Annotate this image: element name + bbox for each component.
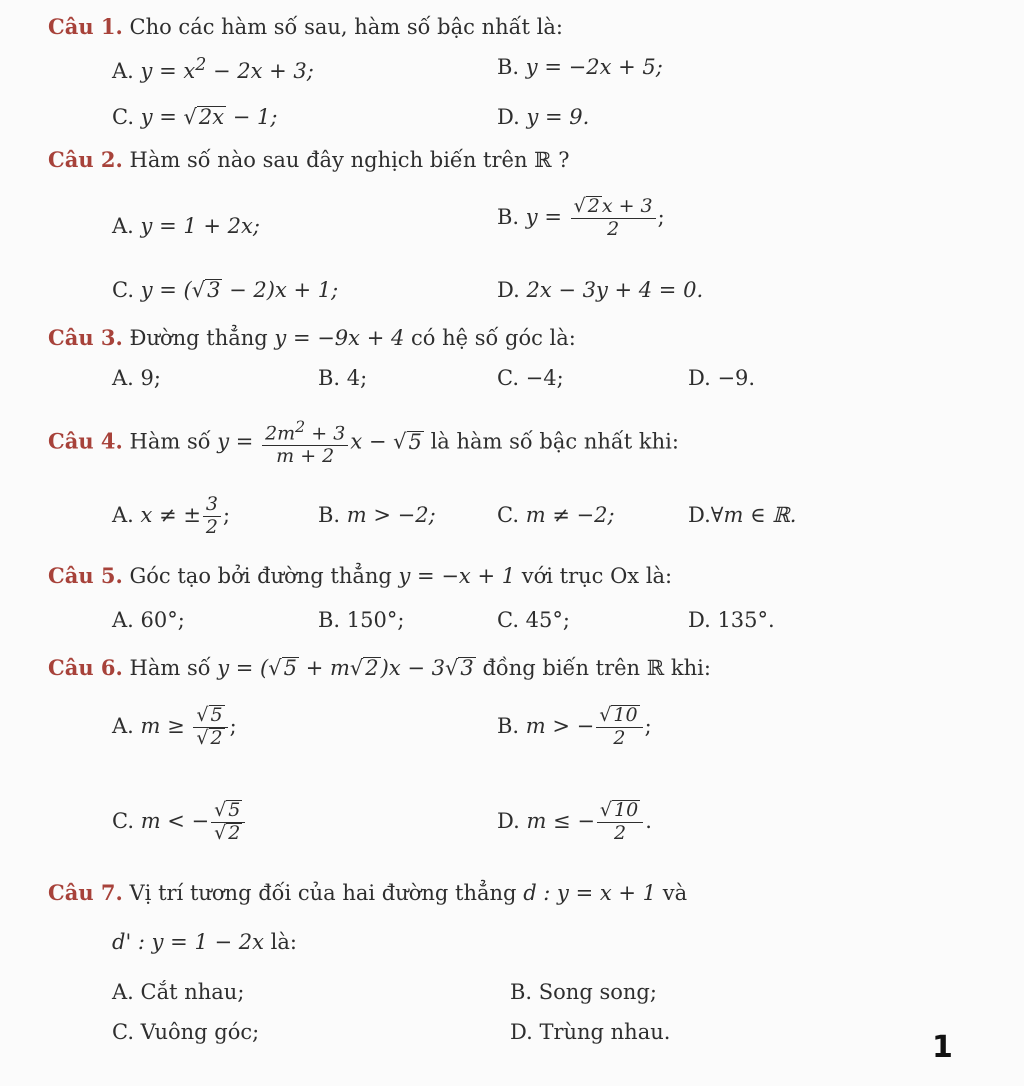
q1-option-b: B. y = −2x + 5; [497,55,663,79]
q3-option-d: D. −9. [688,366,756,390]
question-2 [48,147,570,172]
question-label: Câu 5. [48,563,123,588]
q3-option-c: C. −4; [497,366,564,390]
question-label: Câu 1. [48,14,123,39]
q5-option-d: D. 135°. [688,608,775,632]
q7-option-c: C. Vuông góc; [112,1020,260,1044]
q1-option-c: C. y = √2x − 1; [112,105,278,129]
q7-option-d: D. Trùng nhau. [510,1020,671,1044]
q4-option-d: D.∀m ∈ ℝ. [688,503,797,527]
q4-option-c: C. m ≠ −2; [497,503,615,527]
q2-option-b: B. y = $\frac{√ 2 x + 3}{2}$ ; [497,195,665,240]
question-label: Câu 6. [48,655,123,680]
q6-option-c: C. m < − $\frac{√ 5}{√ 2}$ [112,800,247,845]
page-number: 1 [932,1030,953,1065]
q6-option-a: A. m ≥ $\frac{√ 5}{√ 2}$ ; [112,704,237,749]
q7-option-b: B. Song song; [510,980,657,1004]
question-label: Câu 7. [48,880,123,905]
q5-option-b: B. 150°; [318,608,405,632]
question-5: Câu 5. Góc tạo bởi đường thẳng y = −x + 1 với trục Ox là: [48,563,673,588]
q3-option-b: B. 4; [318,366,368,390]
question-label: Câu 4. [48,428,123,454]
q2-option-a: A. y = 1 + 2x; [112,214,260,238]
q5-option-a: A. 60°; [112,608,185,632]
q7-option-a: A. Cắt nhau; [112,980,245,1004]
q4-option-a: A. x ≠ ± $\frac{3}{2}$ ; [112,493,231,538]
question-4: Câu 4. Hàm số y = $\frac{2m^2 + 3}{m + 2}$ x − √5 là hàm số bậc nhất khi: [48,417,679,468]
q3-option-a: A. 9; [112,366,161,390]
question-3: Câu 3. Đường thẳng y = −9x + 4 có hệ số góc là: [48,325,576,350]
question-6: Câu 6. Hàm số y = (√5 + m√2)x − 3√3 đồng biến trên ℝ khi: [48,655,711,680]
q1-option-d: D. y = 9. [497,105,590,129]
q2-option-d: D. 2x − 3y + 4 = 0. [497,278,704,302]
q2-option-c: C. y = (√3 − 2)x + 1; [112,278,339,302]
question-text: Hàm số nào sau đây nghịch biến trên ℝ ? [129,148,570,172]
question-label: Câu 3. [48,325,123,350]
question-label: Câu 2. [48,147,123,172]
question-1 [48,14,563,39]
q5-option-c: C. 45°; [497,608,570,632]
q1-option-a: A. $y = x^2 - 2x + 3$; [112,55,314,83]
question-text: Cho các hàm số sau, hàm số bậc nhất là: [129,15,563,39]
q6-option-d: D. m ≤ − $\frac{√ 10}{2}$ . [497,799,652,844]
q6-option-b: B. m > − $\frac{√ 10}{2}$ ; [497,704,652,749]
question-7: Câu 7. Vị trí tương đối của hai đường thẳng d : y = x + 1 và [48,880,688,905]
q7-line-2: d' : y = 1 − 2x là: [112,930,297,954]
q4-option-b: B. m > −2; [318,503,436,527]
